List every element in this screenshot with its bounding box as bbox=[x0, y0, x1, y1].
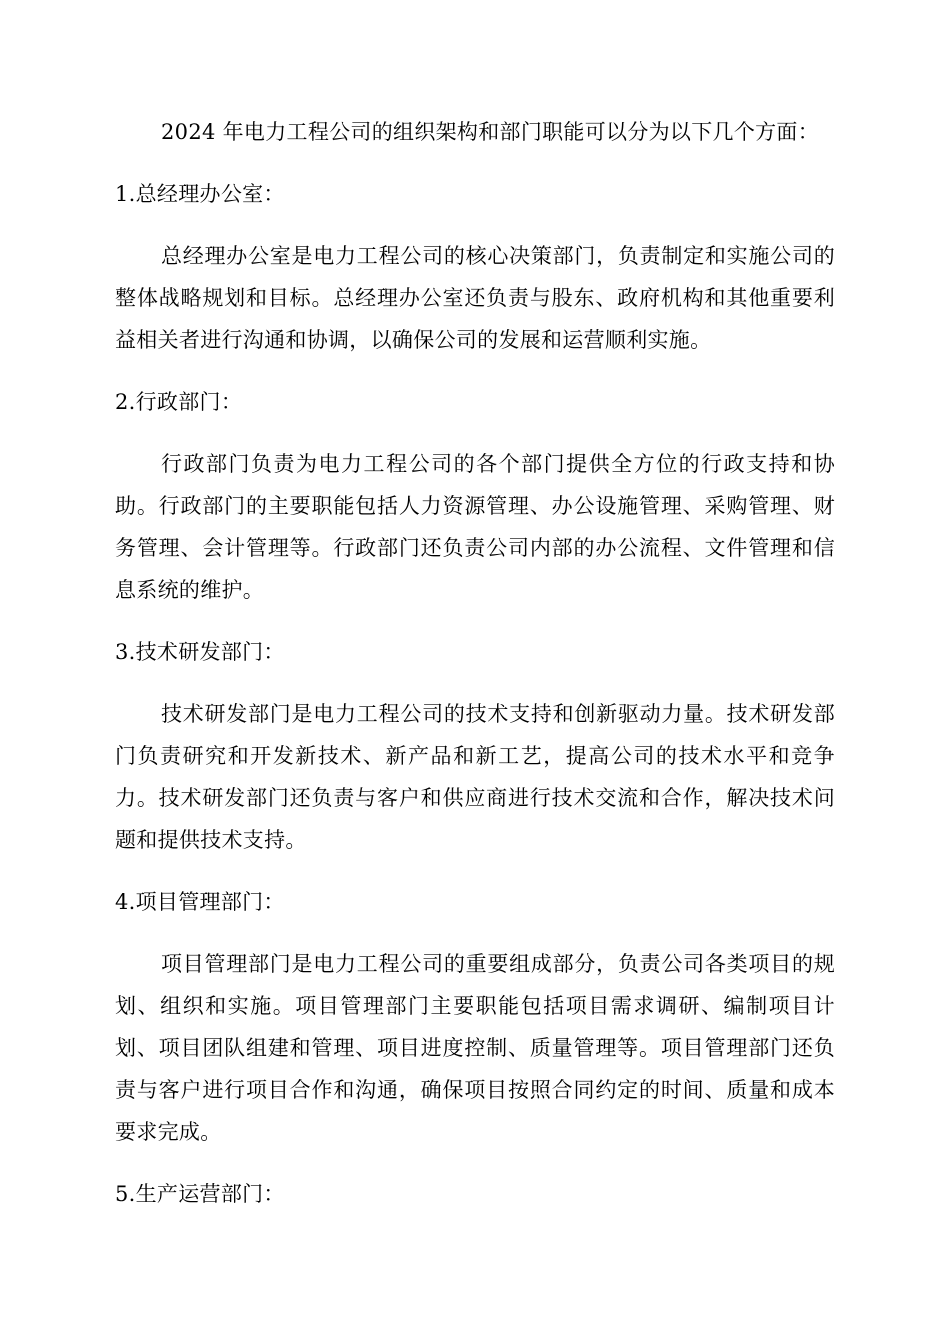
section-4-body: 项目管理部门是电力工程公司的重要组成部分，负责公司各类项目的规划、组织和实施。项目管理部门主要职能包括项目需求调研、编制项目计划、项目团队组建和管理、项目进度控制、质量管理等。项目管理部门还负责与客户进行项目合作和沟通，确保项目按照合同约定的时间、质量和成本要求完成。 bbox=[115, 952, 835, 1144]
section-2-heading: 2.行政部门： bbox=[115, 390, 243, 414]
section-3-body: 技术研发部门是电力工程公司的技术支持和创新驱动力量。技术研发部门负责研究和开发新技术、新产品和新工艺，提高公司的技术水平和竞争力。技术研发部门还负责与客户和供应商进行技术交流和合作，解决技术问题和提供技术支持。 bbox=[115, 702, 835, 852]
section-2-body: 行政部门负责为电力工程公司的各个部门提供全方位的行政支持和协助。行政部门的主要职能包括人力资源管理、办公设施管理、采购管理、财务管理、会计管理等。行政部门还负责公司内部的办公流程、文件管理和信息系统的维护。 bbox=[115, 452, 835, 602]
document-body bbox=[115, 111, 835, 1215]
section-3-heading: 3.技术研发部门： bbox=[115, 640, 285, 664]
section-5-heading: 5.生产运营部门： bbox=[115, 1182, 285, 1206]
section-1-body: 总经理办公室是电力工程公司的核心决策部门，负责制定和实施公司的整体战略规划和目标。总经理办公室还负责与股东、政府机构和其他重要利益相关者进行沟通和协调，以确保公司的发展和运营顺利实施。 bbox=[115, 244, 835, 352]
intro-paragraph: 2024 年电力工程公司的组织架构和部门职能可以分为以下几个方面： bbox=[161, 120, 820, 144]
section-4-heading: 4.项目管理部门： bbox=[115, 890, 285, 914]
section-1-heading: 1.总经理办公室： bbox=[115, 182, 285, 206]
